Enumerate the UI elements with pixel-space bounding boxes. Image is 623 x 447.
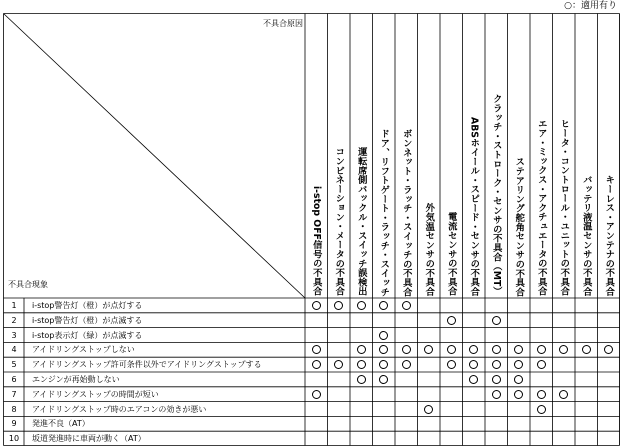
applicable-mark	[447, 345, 456, 354]
applicable-mark	[514, 390, 523, 399]
column-header	[350, 73, 373, 296]
cause-header-label: 不具合原因	[263, 19, 303, 28]
applicable-mark	[424, 405, 433, 414]
column-header-label: ボンネット・ラッチ・スイッチの不具合	[400, 128, 412, 296]
row-symptom-text: エンジンが再始動しない	[32, 375, 120, 384]
column-header-label: i-stop OFF信号の不具合	[310, 186, 322, 296]
column-header-label: 運転席側バックル・スイッチ誤検出	[355, 147, 367, 296]
column-header-label: バッテリ液温センサの不具合	[580, 175, 592, 296]
column-header-label: キーレス・アンテナの不具合	[603, 175, 615, 296]
column-header-label: ABSホイール・スピード・センサの不具合	[468, 116, 480, 296]
row-number: 10	[8, 434, 20, 444]
applicable-mark	[492, 345, 501, 354]
grid-header-diagonal	[4, 14, 306, 299]
symptom-header-label: 不具合現象	[8, 280, 48, 289]
row-number: 1	[11, 301, 17, 310]
column-header-label: コンビネーション・メータの不具合	[333, 147, 345, 296]
applicable-mark	[582, 345, 591, 354]
column-header-label: 外気温センサの不具合	[423, 203, 435, 296]
applicable-mark	[312, 301, 321, 310]
legend: ○：適用有り	[564, 1, 617, 11]
applicable-mark	[537, 405, 546, 414]
row-number: 4	[11, 345, 17, 355]
applicable-mark	[492, 360, 501, 369]
column-header	[373, 73, 396, 296]
row-symptom-text: i-stop警告灯（橙）が点灯する	[32, 301, 143, 310]
column-header-label: ステアリング舵角センサの不具合	[513, 156, 525, 296]
applicable-mark	[402, 301, 411, 310]
applicable-mark	[402, 345, 411, 354]
row-number: 8	[11, 404, 17, 414]
column-header-label: ドア、リフトゲート・ラッチ・スイッチ	[378, 128, 390, 296]
applicable-mark	[379, 331, 388, 340]
column-header	[553, 73, 576, 296]
applicable-mark	[537, 390, 546, 399]
column-header	[305, 73, 328, 296]
applicable-mark	[312, 360, 321, 369]
row-number: 3	[11, 330, 17, 340]
row-symptom-text: アイドリングストップの時間が短い	[32, 389, 159, 399]
applicable-mark	[492, 316, 501, 325]
row-symptom-text: i-stop警告灯（橙）が点滅する	[32, 315, 143, 325]
column-header-label: エア・ミックス・アクチュエータの不具合	[535, 119, 547, 296]
row-symptom-text: 発進不良（AT）	[32, 419, 90, 429]
applicable-mark	[357, 345, 366, 354]
row-symptom-text: i-stop表示灯（緑）が点滅する	[32, 330, 143, 340]
applicable-mark	[312, 390, 321, 399]
applicable-mark	[357, 301, 366, 310]
applicable-mark	[537, 345, 546, 354]
column-header-label: ヒータ・コントロール・ユニットの不具合	[558, 119, 570, 296]
column-header	[485, 73, 508, 296]
applicable-mark	[492, 375, 501, 384]
row-number: 2	[11, 315, 17, 325]
applicable-mark	[357, 360, 366, 369]
column-header	[328, 73, 351, 296]
column-header	[575, 73, 598, 296]
applicable-mark	[312, 345, 321, 354]
column-header-label: 電流センサの不具合	[445, 212, 457, 296]
row-number: 7	[11, 389, 17, 399]
cause-symptom-table	[3, 13, 620, 446]
row-symptom-text: アイドリングストップ時のエアコンの効きが悪い	[32, 404, 207, 414]
column-header	[440, 73, 463, 296]
row-symptom-text: アイドリングストップしない	[32, 345, 135, 355]
row-number: 5	[11, 360, 17, 370]
column-header	[598, 73, 621, 296]
column-header	[463, 73, 486, 296]
row-number: 9	[11, 419, 17, 429]
row-number: 6	[11, 375, 17, 384]
applicable-mark	[492, 390, 501, 399]
column-header	[395, 73, 418, 296]
applicable-mark	[559, 390, 568, 399]
column-header	[530, 73, 553, 296]
applicable-mark	[402, 360, 411, 369]
applicable-mark	[447, 360, 456, 369]
applicable-mark	[357, 375, 366, 384]
column-header-label: クラッチ・ストローク・センサの不具合（MT）	[490, 94, 502, 296]
row-symptom-text: 坂道発進時に車両が動く（AT）	[32, 434, 146, 444]
row-symptom-text: アイドリングストップ許可条件以外でアイドリングストップする	[32, 360, 262, 370]
column-header	[418, 73, 441, 296]
applicable-mark	[447, 316, 456, 325]
column-header	[508, 73, 531, 296]
applicable-mark	[537, 360, 546, 369]
